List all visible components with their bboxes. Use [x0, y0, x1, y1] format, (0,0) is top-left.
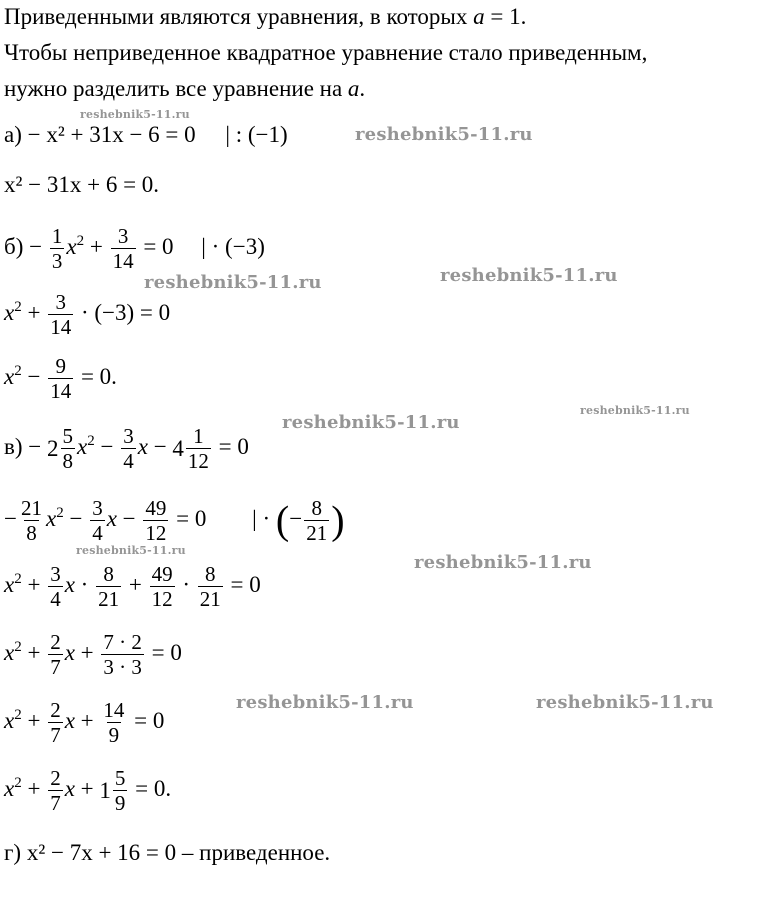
denominator: 21 [199, 587, 221, 612]
denominator: 4 [92, 521, 103, 546]
fraction [304, 496, 329, 545]
intro-line-2: Чтобы неприведенное квадратное уравнение стало приведенным, [4, 40, 648, 65]
numerator: 3 [123, 424, 134, 449]
fraction [48, 354, 73, 403]
denominator: 4 [50, 587, 61, 612]
intro-end: = 1. [484, 4, 527, 29]
fraction [150, 562, 175, 611]
watermark: reshebnik5-11.ru [580, 404, 690, 417]
denominator: 8 [26, 521, 37, 546]
numerator: 3 [50, 562, 61, 587]
part-v-equation: в) − 2 $\frac{5}{8}$ $x^2$ − $\frac{3}{4}$ x − 4 $\frac{1}{12}$ = 0 [4, 424, 249, 474]
note-g: – приведенное. [181, 840, 331, 865]
part-a-equation [4, 120, 288, 150]
denominator: 14 [50, 379, 72, 404]
mixed-number [172, 424, 213, 474]
part-b-step2: $x^2$ − $\frac{9}{14}$ = 0. [4, 354, 117, 404]
fraction [101, 698, 126, 747]
numerator: 2 [50, 698, 61, 723]
numerator: 5 [62, 424, 74, 449]
watermark: reshebnik5-11.ru [80, 108, 190, 121]
part-v-result: $x^2$ + $\frac{2}{7}$ x + 1 $\frac{5}{9}$ = 0. [4, 766, 172, 816]
fraction [143, 496, 168, 545]
var-a-2: a [347, 76, 360, 101]
denominator: 14 [50, 315, 72, 340]
numerator: 21 [20, 496, 42, 521]
fraction [48, 766, 63, 815]
part-g-equation [4, 838, 330, 868]
operation-v: | · (− $\frac{8}{21}$ ) [252, 496, 345, 546]
whole: 4 [172, 435, 184, 461]
denominator: 12 [145, 521, 167, 546]
watermark: reshebnik5-11.ru [414, 552, 592, 573]
intro-text-3: нужно разделить все уравнение на [4, 76, 348, 101]
label-v: в) [4, 434, 23, 459]
fraction [48, 290, 73, 339]
fraction [48, 698, 63, 747]
watermark: reshebnik5-11.ru [144, 272, 322, 293]
operation-b: | · (−3) [201, 234, 265, 259]
denominator: 12 [187, 449, 209, 474]
label-b: б) [4, 234, 24, 259]
step-tail: · (−3) = 0 [80, 300, 171, 325]
denominator: 7 [50, 723, 61, 748]
watermark: reshebnik5-11.ru [236, 692, 414, 713]
numerator: 8 [205, 562, 216, 587]
denominator: 8 [62, 449, 74, 474]
label-a: а) [4, 122, 22, 147]
denominator: 12 [151, 587, 173, 612]
watermark: reshebnik5-11.ru [355, 124, 533, 145]
watermark: reshebnik5-11.ru [282, 412, 460, 433]
fraction [113, 766, 128, 815]
denominator: 3 [51, 249, 63, 274]
denominator: 7 [50, 791, 61, 816]
label-g: г) [4, 840, 22, 865]
step-tail: = 0. [80, 364, 117, 389]
intro-line-1 [4, 2, 526, 32]
denominator: 14 [112, 249, 134, 274]
numerator: 2 [50, 766, 61, 791]
fraction [48, 630, 63, 679]
mixed-number [99, 766, 129, 816]
part-v-step3: $x^2$ + $\frac{2}{7}$ x + $\frac{7 \cdot 2}{3 \cdot 3}$ = 0 [4, 630, 182, 680]
part-v-step2: $x^2$ + $\frac{3}{4}$ x · $\frac{8}{21}$ + $\frac{49}{12}$ · $\frac{8}{21}$ = 0 [4, 562, 261, 612]
numerator: 1 [51, 224, 63, 249]
denominator: 21 [306, 521, 328, 546]
part-b-equation: б) − $\frac{1}{3}$ $x^2$ + $\frac{3}{14}$ = 0 | · (−3) [4, 224, 265, 274]
fraction [90, 496, 105, 545]
operation-a: | : (−1) [225, 122, 288, 147]
denominator: 9 [114, 791, 126, 816]
watermark: reshebnik5-11.ru [76, 544, 186, 557]
fraction [186, 424, 211, 473]
numerator: 1 [193, 424, 204, 449]
whole: 1 [99, 777, 111, 803]
fraction [48, 562, 63, 611]
fraction [50, 224, 65, 273]
watermark: reshebnik5-11.ru [536, 692, 714, 713]
fraction [96, 562, 121, 611]
denominator: 7 [50, 655, 61, 680]
denominator: 4 [123, 449, 134, 474]
numerator: 3 [92, 496, 103, 521]
mixed-number [47, 424, 77, 474]
fraction [198, 562, 223, 611]
denominator: 21 [98, 587, 120, 612]
var-a: a [473, 4, 485, 29]
part-a-result: x² − 31x + 6 = 0. [4, 172, 160, 197]
part-b-step1: $x^2$ + $\frac{3}{14}$ · (−3) = 0 [4, 290, 171, 340]
numerator: 49 [151, 562, 173, 587]
fraction [121, 424, 136, 473]
part-v-step4: $x^2$ + $\frac{2}{7}$ x + $\frac{14}{9}$ = 0 [4, 698, 165, 748]
numerator: 7 · 2 [103, 630, 142, 655]
fraction [101, 630, 144, 679]
intro-end-3: . [359, 76, 366, 101]
part-v-step1: − $\frac{21}{8}$ $x^2$ − $\frac{3}{4}$ x − $\frac{49}{12}$ = 0 | · (− $\frac{8}{21}$ ) [4, 496, 345, 546]
fraction [19, 496, 44, 545]
watermark: reshebnik5-11.ru [440, 265, 618, 286]
numerator: 5 [114, 766, 126, 791]
equation-g: x² − 7x + 16 = 0 [26, 840, 177, 865]
numerator: 3 [117, 224, 129, 249]
numerator: 49 [145, 496, 167, 521]
numerator: 8 [103, 562, 114, 587]
denominator: 9 [108, 723, 120, 748]
fraction [61, 424, 76, 473]
numerator: 3 [55, 290, 66, 315]
numerator: 9 [55, 354, 66, 379]
equation-a: − x² + 31x − 6 = 0 [27, 122, 196, 147]
whole: 2 [47, 435, 59, 461]
numerator: 14 [103, 698, 125, 723]
intro-line-3 [4, 74, 365, 104]
fraction [111, 224, 136, 273]
numerator: 8 [311, 496, 322, 521]
numerator: 2 [50, 630, 61, 655]
denominator: 3 · 3 [103, 655, 142, 680]
intro-text: Приведенными являются уравнения, в которых [4, 4, 474, 29]
